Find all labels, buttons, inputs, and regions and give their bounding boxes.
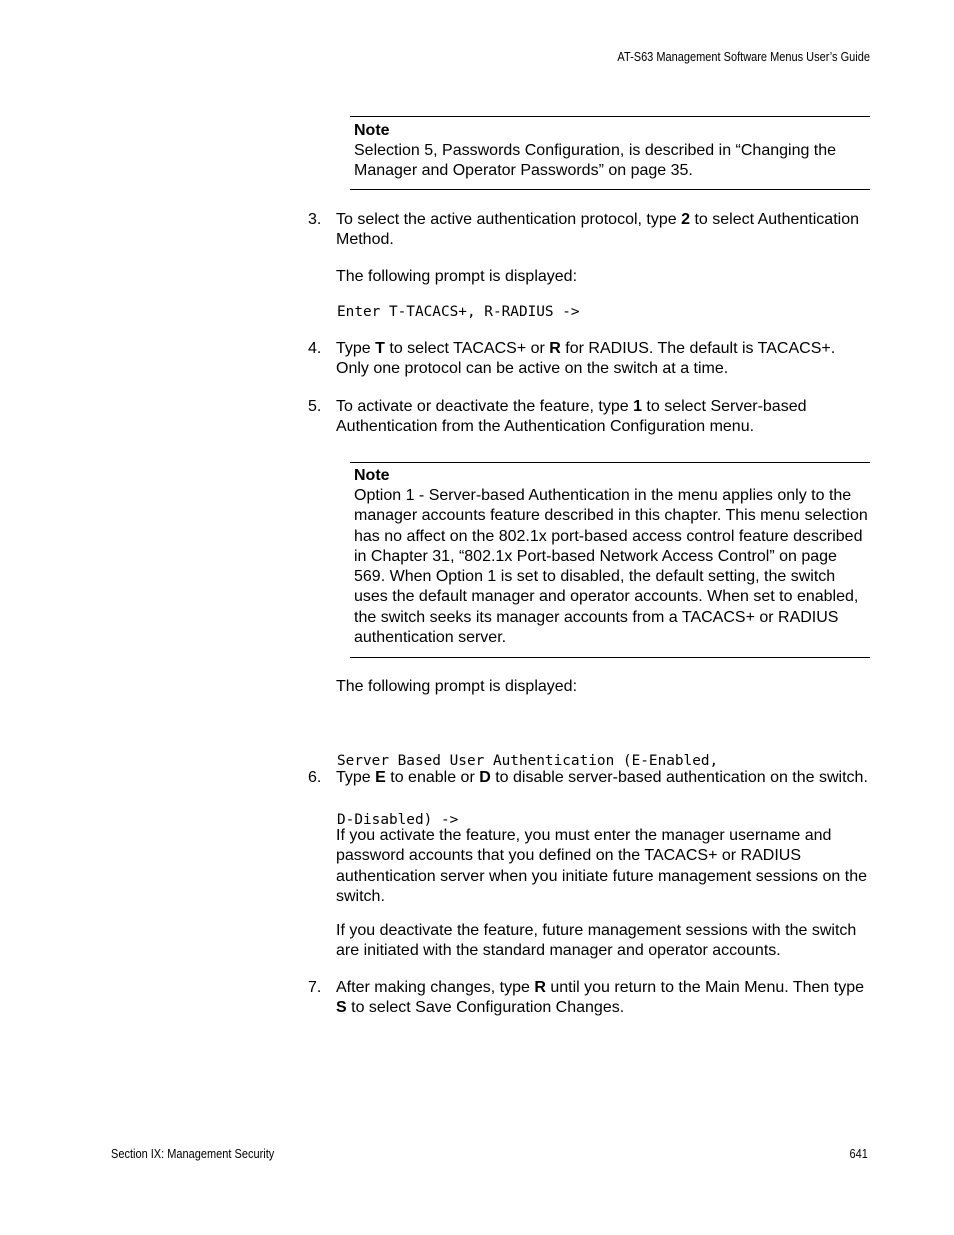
key-label: 2 <box>681 211 690 228</box>
key-label: 1 <box>633 398 642 415</box>
running-header: AT-S63 Management Software Menus User’s Guide <box>617 50 870 64</box>
key-label: S <box>336 999 347 1017</box>
note-body: Selection 5, Passwords Configuration, is described in “Changing the Manager and Operator Passwords” on page 35. <box>354 142 837 180</box>
footer-section: Section IX: Management Security <box>111 1147 275 1161</box>
note-body: Option 1 - Server-based Authentication in the menu applies only to the manager accounts feature described in this chapter. This menu selection has no affect on the 802.1x port-based access control feature described in Chapter 31, “802.1x Port-based Network Access Control” on page 569. When Option 1 is set to disabled, the default setting, the switch uses the default manager and operator accounts. When set to enabled, the switch seeks its manager accounts from a TACACS+ or RADIUS authentication server. <box>354 487 868 647</box>
key-label: T <box>375 340 385 357</box>
note-box <box>350 462 870 658</box>
page-number: 641 <box>849 1147 868 1161</box>
paragraph: The following prompt is displayed: <box>336 678 578 695</box>
step-number: 7. <box>308 979 322 996</box>
code-prompt: Server Based User Authentication (E-Enabled, D-Disabled) -> <box>337 753 719 828</box>
note-box <box>350 116 870 190</box>
key-label: E <box>375 769 386 786</box>
step-number: 6. <box>308 769 322 786</box>
step-text: To select the active authentication protocol, type 2 to select Authentication Method. <box>336 211 859 249</box>
step-text: Type E to enable or D to disable server-based authentication on the switch. <box>336 769 868 786</box>
step-number: 4. <box>308 340 322 357</box>
step-text: After making changes, type R until you return to the Main Menu. Then type S to select Save Configuration Changes. <box>336 979 864 1017</box>
paragraph: If you deactivate the feature, future management sessions with the switch are initiated with the standard manager and operator accounts. <box>336 922 857 960</box>
step-number: 3. <box>308 211 322 228</box>
key-label: D <box>479 769 491 786</box>
paragraph: The following prompt is displayed: <box>336 268 578 285</box>
step-number: 5. <box>308 398 322 415</box>
note-title: Note <box>354 467 390 484</box>
paragraph: If you activate the feature, you must enter the manager username and password accounts that you defined on the TACACS+ or RADIUS authentication server when you initiate future management sessions on the switch. <box>336 827 867 905</box>
step-text: Type T to select TACACS+ or R for RADIUS. The default is TACACS+. Only one protocol can be active on the switch at a time. <box>336 340 836 378</box>
note-title: Note <box>354 122 390 139</box>
step-text: To activate or deactivate the feature, type 1 to select Server-based Authentication from the Authentication Configuration menu. <box>336 398 807 436</box>
key-label: R <box>549 340 561 357</box>
code-prompt: Enter T-TACACS+, R-RADIUS -> <box>337 304 580 320</box>
key-label: R <box>534 979 546 996</box>
